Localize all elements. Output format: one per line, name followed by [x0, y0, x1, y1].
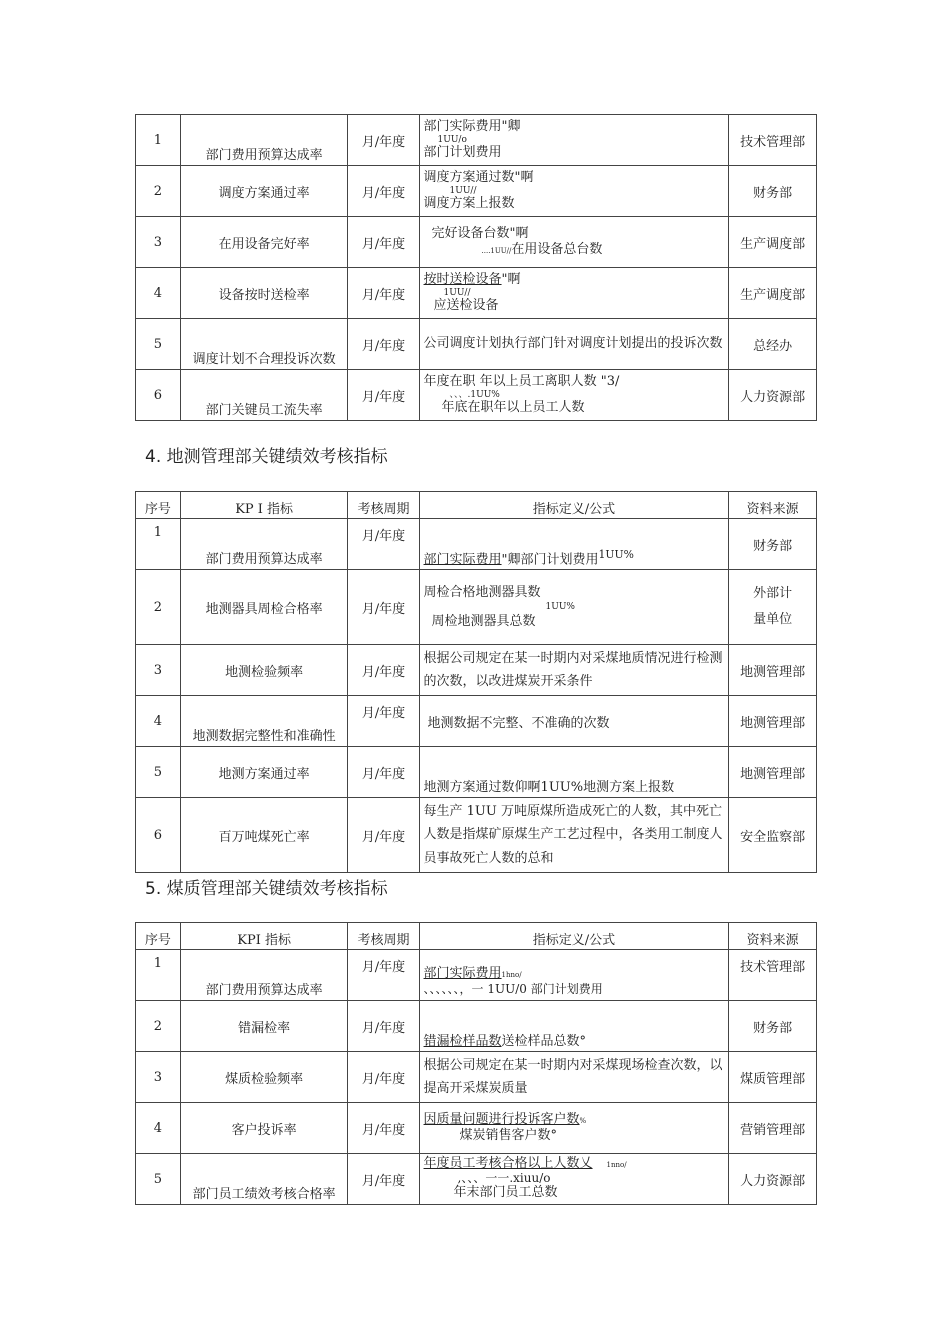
period: 月/年度	[348, 1103, 419, 1154]
table-row	[136, 645, 817, 696]
formula	[419, 1001, 729, 1052]
period: 月/年度	[348, 1052, 419, 1103]
formula-factor-a: 1nno/	[606, 1160, 627, 1169]
data-source: 总经办	[729, 319, 817, 370]
data-source: 技术管理部	[729, 950, 817, 1001]
row-number: 6	[136, 798, 181, 873]
header-definition: 指标定义/公式	[419, 492, 729, 519]
period: 月/年度	[348, 570, 419, 645]
kpi-name: 地测器具周检合格率	[180, 570, 348, 645]
table-row	[136, 268, 817, 319]
formula-factor-a: 1hno/	[501, 970, 522, 979]
kpi-name: 客户投诉率	[180, 1103, 348, 1154]
definition: 根据公司规定在某一时期内对采煤现场检查次数，以提高开采煤炭质量	[419, 1052, 729, 1103]
header-no: 序号	[136, 492, 181, 519]
row-number: 1	[136, 519, 181, 570]
data-source: 营销管理部	[729, 1103, 817, 1154]
formula	[419, 217, 729, 268]
kpi-name: 地测检验频率	[180, 645, 348, 696]
row-number: 1	[136, 115, 181, 166]
formula-numerator: 部门实际费用	[423, 552, 502, 567]
row-number: 6	[136, 370, 181, 421]
formula-denominator: 煤炭销售客户数°	[459, 1128, 558, 1143]
period: 月/年度	[348, 1154, 419, 1205]
row-number: 5	[136, 319, 181, 370]
data-source: 地测管理部	[729, 645, 817, 696]
kpi-name: 部门员工绩效考核合格率	[180, 1154, 348, 1205]
formula	[419, 166, 729, 217]
formula-factor: ....1UU//	[481, 247, 512, 255]
formula	[419, 1103, 729, 1154]
row-number: 3	[136, 1052, 181, 1103]
row-number: 3	[136, 645, 181, 696]
formula-numerator: 部门实际费用	[423, 965, 502, 981]
table-row	[136, 1001, 817, 1052]
kpi-name: 部门费用预算达成率	[180, 519, 348, 570]
data-source: 煤质管理部	[729, 1052, 817, 1103]
kpi-name: 在用设备完好率	[180, 217, 348, 268]
row-number: 4	[136, 1103, 181, 1154]
formula-factor: 1UU/o	[437, 134, 467, 145]
header-kpi: KP I 指标	[180, 492, 348, 519]
formula	[419, 570, 729, 645]
formula-denominator: 部门计划费用	[423, 144, 502, 160]
data-source: 财务部	[729, 519, 817, 570]
data-source: 技术管理部	[729, 115, 817, 166]
formula-numerator: 周检合格地测器具数	[423, 585, 541, 600]
table-row	[136, 1052, 817, 1103]
definition: 地测数据不完整、不准确的次数	[419, 696, 729, 747]
definition: 每生产 1UU 万吨原煤所造成死亡的人数，其中死亡人数是指煤矿原煤生产工艺过程中，各类用工制度人员事故死亡人数的总和	[419, 798, 729, 873]
table-row	[136, 115, 817, 166]
row-number: 3	[136, 217, 181, 268]
period: 月/年度	[348, 115, 419, 166]
header-kpi: KPI 指标	[180, 923, 348, 950]
period: 月/年度	[348, 370, 419, 421]
kpi-name: 调度计划不合理投诉次数	[180, 319, 348, 370]
data-source: 生产调度部	[729, 217, 817, 268]
data-source-line1: 外部计	[753, 586, 793, 601]
period: 月/年度	[348, 319, 419, 370]
table-row	[136, 1154, 817, 1205]
formula	[419, 268, 729, 319]
data-source: 安全监察部	[729, 798, 817, 873]
section-heading: 4. 地测管理部关键绩效考核指标	[145, 447, 388, 467]
kpi-name: 煤质检验频率	[180, 1052, 348, 1103]
formula-factor: %	[579, 1116, 587, 1125]
row-number: 2	[136, 1001, 181, 1052]
table-row	[136, 1103, 817, 1154]
period: 月/年度	[348, 166, 419, 217]
formula-factor: 1UU%	[598, 547, 634, 561]
formula-denominator: 应送检设备	[433, 297, 499, 313]
formula-numerator: 地测方案通过数仰啊	[423, 780, 541, 795]
kpi-name: 部门费用预算达成率	[180, 115, 348, 166]
period: 月/年度	[348, 747, 419, 798]
formula	[419, 519, 729, 570]
formula-denominator: 在用设备总台数	[511, 242, 603, 257]
formula-factor: 1UU%	[545, 601, 575, 612]
row-number: 2	[136, 570, 181, 645]
data-source: 地测管理部	[729, 747, 817, 798]
data-source: 财务部	[729, 1001, 817, 1052]
formula	[419, 950, 729, 1001]
table-header-row	[136, 492, 817, 519]
table-section4	[135, 491, 817, 873]
section-heading: 5. 煤质管理部关键绩效考核指标	[145, 879, 388, 899]
kpi-name: 调度方案通过率	[180, 166, 348, 217]
formula-numerator: 因质量问题进行投诉客户数	[423, 1111, 580, 1127]
table-row	[136, 166, 817, 217]
table-row	[136, 798, 817, 873]
table-section5	[135, 922, 817, 1205]
table-header-row	[136, 923, 817, 950]
header-period: 考核周期	[348, 923, 419, 950]
row-number: 4	[136, 696, 181, 747]
data-source: 地测管理部	[729, 696, 817, 747]
header-no: 序号	[136, 923, 181, 950]
row-number: 5	[136, 1154, 181, 1205]
data-source: 生产调度部	[729, 268, 817, 319]
period: 月/年度	[348, 950, 419, 1001]
period: 月/年度	[348, 519, 419, 570]
definition: 公司调度计划执行部门针对调度计划提出的投诉次数	[419, 319, 729, 370]
formula-factor: 、、、.1UU%	[449, 389, 500, 400]
formula	[419, 115, 729, 166]
data-source-line2: 量单位	[753, 612, 793, 627]
formula-factor: 1UU//	[443, 287, 471, 298]
header-source: 资料来源	[729, 923, 817, 950]
row-number: 5	[136, 747, 181, 798]
table-row	[136, 319, 817, 370]
definition: 根据公司规定在某一时期内对采煤地质情况进行检测的次数，以改进煤炭开采条件	[419, 645, 729, 696]
formula-factor: 1UU//	[449, 185, 477, 196]
formula-suffix: "啊	[501, 272, 521, 288]
formula-denominator: 、、、、、、，一 1UU/0 部门计划费用	[423, 981, 603, 996]
kpi-name: 百万吨煤死亡率	[180, 798, 348, 873]
table-row	[136, 217, 817, 268]
formula-denominator: 送检样品总数°	[501, 1034, 587, 1049]
formula-denominator: 年末部门员工总数	[453, 1185, 558, 1201]
formula	[419, 747, 729, 798]
formula-denominator: 地测方案上报数	[583, 780, 675, 795]
formula-rest: "卿部门计划费用	[501, 552, 599, 567]
row-number: 2	[136, 166, 181, 217]
formula-numerator: 错漏检样品数	[423, 1034, 502, 1049]
header-source: 资料来源	[729, 492, 817, 519]
table-row	[136, 696, 817, 747]
formula-numerator: 部门实际费用"卿	[423, 119, 521, 135]
data-source: 财务部	[729, 166, 817, 217]
formula-denominator: 周检地测器具总数	[431, 613, 536, 629]
table-row	[136, 519, 817, 570]
period: 月/年度	[348, 696, 419, 747]
table-row	[136, 747, 817, 798]
data-source: 人力资源部	[729, 370, 817, 421]
kpi-name: 错漏检率	[180, 1001, 348, 1052]
period: 月/年度	[348, 645, 419, 696]
kpi-name: 设备按时送检率	[180, 268, 348, 319]
table-row	[136, 370, 817, 421]
table-section3	[135, 114, 817, 421]
table-row	[136, 950, 817, 1001]
period: 月/年度	[348, 798, 419, 873]
data-source: 人力资源部	[729, 1154, 817, 1205]
period: 月/年度	[348, 268, 419, 319]
kpi-name: 部门费用预算达成率	[180, 950, 348, 1001]
data-source	[729, 570, 817, 645]
formula-numerator: 调度方案通过数"啊	[423, 170, 534, 186]
formula-factor: ,、、、一一.xiuu/o	[457, 1170, 551, 1185]
row-number: 4	[136, 268, 181, 319]
kpi-name: 地测数据完整性和准确性	[180, 696, 348, 747]
period: 月/年度	[348, 217, 419, 268]
header-period: 考核周期	[348, 492, 419, 519]
formula-denominator: 调度方案上报数	[423, 195, 515, 211]
formula-numerator: 年度员工考核合格以上人数乂	[423, 1155, 593, 1171]
period: 月/年度	[348, 1001, 419, 1052]
formula-factor: 1UU%	[540, 780, 584, 795]
kpi-name: 部门关键员工流失率	[180, 370, 348, 421]
formula-numerator: 完好设备台数"啊	[431, 225, 529, 241]
row-number: 1	[136, 950, 181, 1001]
formula	[419, 1154, 729, 1205]
table-row	[136, 570, 817, 645]
header-definition: 指标定义/公式	[419, 923, 729, 950]
formula-denominator: 年底在职年以上员工人数	[441, 399, 585, 415]
formula-numerator: 年度在职 年以上员工离职人数 "3/	[423, 374, 620, 390]
formula-numerator: 按时送检设备	[423, 272, 502, 288]
kpi-name: 地测方案通过率	[180, 747, 348, 798]
formula	[419, 370, 729, 421]
